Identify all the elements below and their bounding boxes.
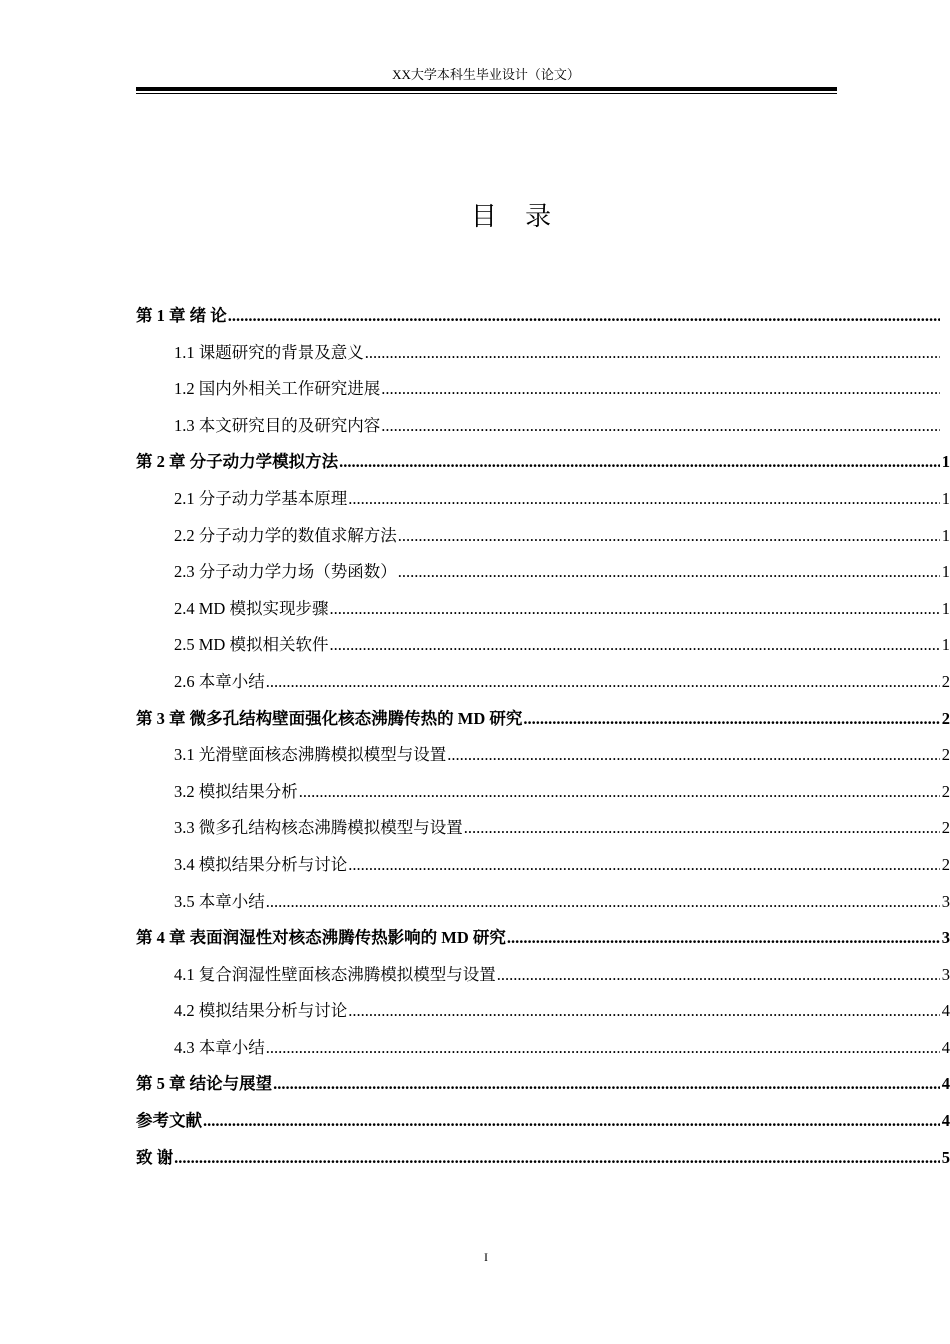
toc-entry-text: 3.3 微多孔结构核态沸腾模拟模型与设置 xyxy=(174,818,463,838)
toc-entry-text: 4.1 复合润湿性壁面核态沸腾模拟模型与设置 xyxy=(174,964,496,984)
toc-dot-leader xyxy=(365,343,940,363)
toc-page-number: 4 xyxy=(941,1074,950,1094)
toc-page-number: 5 xyxy=(941,1147,950,1167)
toc-page-number: 4 xyxy=(941,1111,950,1131)
page-number: I xyxy=(484,1250,488,1264)
toc-section-entry[interactable] xyxy=(136,375,950,412)
toc-section-entry[interactable] xyxy=(136,1034,950,1071)
toc-entry-text: 第 3 章 微多孔结构壁面强化核态沸腾传热的 MD 研究 xyxy=(136,708,523,728)
toc-dot-leader xyxy=(266,1038,940,1058)
toc-page-number: 4 xyxy=(941,1001,950,1021)
toc-page-number: 1 xyxy=(941,562,950,582)
toc-section-entry[interactable] xyxy=(136,778,950,815)
toc-page-number: 3 xyxy=(941,964,950,984)
toc-page-number: 2 xyxy=(941,818,950,838)
toc-page-number: 1 xyxy=(941,525,950,545)
toc-entry-text: 2.3 分子动力学力场（势函数） xyxy=(174,562,397,582)
toc-dot-leader xyxy=(266,892,940,912)
toc-entry-text: 第 2 章 分子动力学模拟方法 xyxy=(136,452,339,472)
toc-entry-text: 1.2 国内外相关工作研究进展 xyxy=(174,379,381,399)
toc-entry-text: 1.3 本文研究目的及研究内容 xyxy=(174,415,381,435)
toc-entry-text: 3.2 模拟结果分析 xyxy=(174,781,298,801)
toc-dot-leader xyxy=(398,562,940,582)
toc-page-number: 2 xyxy=(941,854,950,874)
toc-page-number: 1 xyxy=(941,488,950,508)
toc-entry-text: 第 1 章 绪 论 xyxy=(136,306,227,325)
toc-dot-leader xyxy=(348,1001,940,1021)
toc-dot-leader xyxy=(381,416,940,436)
toc-chapter-entry[interactable] xyxy=(136,302,950,339)
toc-page-number: 2 xyxy=(941,781,950,801)
toc-chapter-entry[interactable] xyxy=(136,1070,950,1107)
toc-entry-text: 3.1 光滑壁面核态沸腾模拟模型与设置 xyxy=(174,745,447,765)
toc-entry-text: 2.2 分子动力学的数值求解方法 xyxy=(174,525,397,545)
header-rule-thick xyxy=(136,87,837,91)
toc-dot-leader xyxy=(174,1148,940,1168)
toc-chapter-entry[interactable] xyxy=(136,448,950,485)
toc-section-entry[interactable] xyxy=(136,522,950,559)
toc-dot-leader xyxy=(329,635,940,655)
toc-section-entry[interactable] xyxy=(136,558,950,595)
table-of-contents xyxy=(136,302,950,1180)
toc-dot-leader xyxy=(228,306,940,326)
toc-dot-leader xyxy=(447,745,940,765)
toc-entry-text: 3.5 本章小结 xyxy=(174,891,265,911)
toc-entry-text: 第 4 章 表面润湿性对核态沸腾传热影响的 MD 研究 xyxy=(136,928,506,948)
toc-dot-leader xyxy=(381,379,940,399)
toc-dot-leader xyxy=(398,526,940,546)
toc-dot-leader xyxy=(348,855,940,875)
toc-section-entry[interactable] xyxy=(136,814,950,851)
toc-chapter-entry[interactable] xyxy=(136,1144,950,1181)
toc-page-number: 3 xyxy=(941,928,950,948)
toc-dot-leader xyxy=(266,672,940,692)
toc-page-number: 2 xyxy=(941,745,950,765)
toc-entry-text: 2.6 本章小结 xyxy=(174,671,265,691)
toc-dot-leader xyxy=(299,782,940,802)
toc-entry-text: 第 5 章 结论与展望 xyxy=(136,1074,273,1094)
toc-dot-leader xyxy=(464,818,940,838)
toc-section-entry[interactable] xyxy=(136,668,950,705)
header-rule-thin xyxy=(136,93,837,94)
toc-page-number: 1 xyxy=(941,452,950,472)
toc-entry-text: 参考文献 xyxy=(136,1111,202,1131)
toc-section-entry[interactable] xyxy=(136,595,950,632)
toc-chapter-entry[interactable] xyxy=(136,1107,950,1144)
toc-dot-leader xyxy=(273,1074,940,1094)
toc-page-number: 1 xyxy=(941,598,950,618)
toc-dot-leader xyxy=(203,1111,940,1131)
toc-dot-leader xyxy=(329,599,940,619)
toc-entry-text: 2.5 MD 模拟相关软件 xyxy=(174,635,329,655)
toc-page-number: 4 xyxy=(941,1037,950,1057)
toc-dot-leader xyxy=(523,709,940,729)
toc-page-number: 2 xyxy=(941,671,950,691)
toc-page-number: 1 xyxy=(941,635,950,655)
toc-section-entry[interactable] xyxy=(136,997,950,1034)
toc-section-entry[interactable] xyxy=(136,485,950,522)
toc-chapter-entry[interactable] xyxy=(136,924,950,961)
toc-entry-text: 1.1 课题研究的背景及意义 xyxy=(174,342,364,362)
toc-section-entry[interactable] xyxy=(136,851,950,888)
toc-entry-text: 2.4 MD 模拟实现步骤 xyxy=(174,598,329,618)
toc-dot-leader xyxy=(339,452,940,472)
toc-entry-text: 4.2 模拟结果分析与讨论 xyxy=(174,1001,348,1021)
toc-dot-leader xyxy=(497,965,940,985)
toc-section-entry[interactable] xyxy=(136,888,950,925)
toc-section-entry[interactable] xyxy=(136,961,950,998)
toc-entry-text: 3.4 模拟结果分析与讨论 xyxy=(174,854,348,874)
toc-page-number: 2 xyxy=(941,708,950,728)
toc-section-entry[interactable] xyxy=(136,741,950,778)
toc-section-entry[interactable] xyxy=(136,412,950,449)
toc-entry-text: 致 谢 xyxy=(136,1147,174,1167)
toc-entry-text: 2.1 分子动力学基本原理 xyxy=(174,488,348,508)
toc-page-number: 3 xyxy=(941,891,950,911)
toc-chapter-entry[interactable] xyxy=(136,705,950,742)
toc-dot-leader xyxy=(507,928,940,948)
running-header: XX大学本科生毕业设计（论文） xyxy=(392,67,580,82)
toc-title: 目 录 xyxy=(470,202,562,232)
toc-section-entry[interactable] xyxy=(136,631,950,668)
toc-section-entry[interactable] xyxy=(136,339,950,376)
toc-dot-leader xyxy=(348,489,940,509)
toc-entry-text: 4.3 本章小结 xyxy=(174,1037,265,1057)
